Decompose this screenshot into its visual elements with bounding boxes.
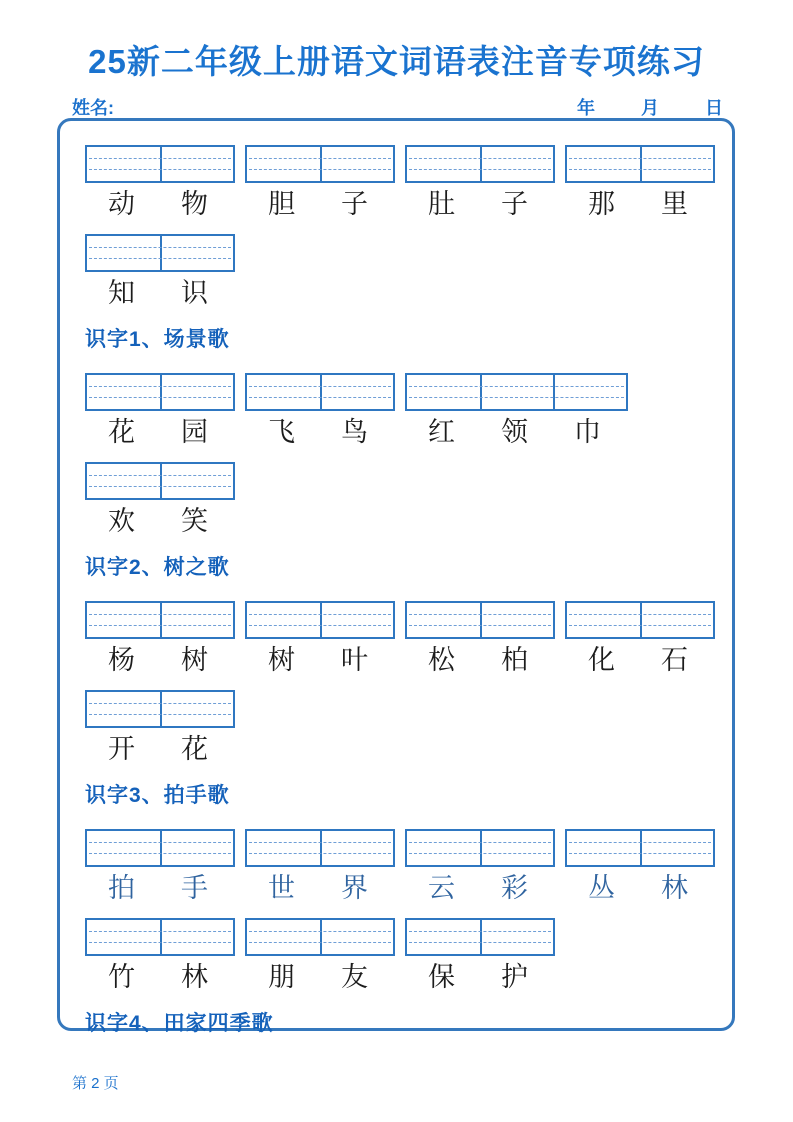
word-unit bbox=[85, 918, 235, 993]
pinyin-writing-box bbox=[85, 601, 235, 639]
page-title: 25新二年级上册语文词语表注音专项练习 bbox=[88, 43, 705, 80]
pinyin-cell bbox=[567, 147, 640, 181]
hanzi-char: 肚 bbox=[428, 189, 455, 220]
pinyin-writing-box bbox=[245, 373, 395, 411]
word-unit bbox=[565, 601, 715, 676]
pinyin-cell bbox=[160, 831, 233, 865]
word-characters bbox=[85, 962, 235, 993]
pinyin-cell bbox=[160, 920, 233, 954]
hanzi-char: 那 bbox=[588, 189, 615, 220]
pinyin-cell bbox=[87, 692, 160, 726]
pinyin-cell bbox=[407, 920, 480, 954]
pinyin-writing-box bbox=[405, 373, 628, 411]
pinyin-cell bbox=[247, 375, 320, 409]
pinyin-cell bbox=[407, 831, 480, 865]
pinyin-writing-box bbox=[245, 829, 395, 867]
hanzi-char: 竹 bbox=[108, 962, 135, 993]
hanzi-char: 红 bbox=[428, 417, 455, 448]
sheet-content bbox=[60, 121, 732, 1037]
pinyin-writing-box bbox=[405, 145, 555, 183]
word-row bbox=[85, 601, 732, 676]
hanzi-char: 林 bbox=[661, 873, 688, 904]
hanzi-char: 里 bbox=[661, 189, 688, 220]
pinyin-writing-box bbox=[405, 918, 555, 956]
pinyin-writing-box bbox=[405, 601, 555, 639]
pinyin-writing-box bbox=[85, 690, 235, 728]
pinyin-writing-box bbox=[85, 145, 235, 183]
hanzi-char: 子 bbox=[501, 189, 528, 220]
day-label: 日 bbox=[705, 98, 723, 118]
section-header: 识字4、田家四季歌 bbox=[85, 1012, 274, 1035]
hanzi-char: 林 bbox=[181, 962, 208, 993]
pinyin-writing-box bbox=[85, 918, 235, 956]
word-unit bbox=[405, 918, 555, 993]
section-header: 识字2、树之歌 bbox=[85, 556, 230, 579]
pinyin-cell bbox=[480, 831, 553, 865]
word-row bbox=[85, 234, 732, 309]
pinyin-writing-box bbox=[405, 829, 555, 867]
worksheet-border-box bbox=[57, 118, 735, 1035]
word-characters bbox=[245, 873, 395, 904]
pinyin-writing-box bbox=[565, 829, 715, 867]
pinyin-cell bbox=[407, 147, 480, 181]
word-unit bbox=[245, 601, 395, 676]
word-unit bbox=[405, 601, 555, 676]
hanzi-char: 松 bbox=[428, 645, 455, 676]
word-unit bbox=[85, 462, 235, 537]
hanzi-char: 保 bbox=[428, 962, 455, 993]
hanzi-char: 物 bbox=[181, 189, 208, 220]
date-labels bbox=[577, 94, 723, 120]
pinyin-cell bbox=[480, 920, 553, 954]
word-characters bbox=[565, 189, 715, 220]
pinyin-cell bbox=[160, 692, 233, 726]
hanzi-char: 开 bbox=[108, 734, 135, 765]
pinyin-cell bbox=[407, 603, 480, 637]
pinyin-cell bbox=[247, 147, 320, 181]
pinyin-cell bbox=[160, 464, 233, 498]
word-characters bbox=[85, 417, 235, 448]
word-characters bbox=[405, 962, 555, 993]
pinyin-cell bbox=[160, 603, 233, 637]
pinyin-cell bbox=[87, 831, 160, 865]
pinyin-cell bbox=[87, 920, 160, 954]
pinyin-cell bbox=[247, 831, 320, 865]
pinyin-cell bbox=[320, 603, 393, 637]
hanzi-char: 鸟 bbox=[341, 417, 368, 448]
word-unit bbox=[245, 918, 395, 993]
hanzi-char: 朋 bbox=[268, 962, 295, 993]
word-unit bbox=[85, 234, 235, 309]
word-characters bbox=[85, 734, 235, 765]
word-characters bbox=[85, 506, 235, 537]
pinyin-writing-box bbox=[565, 601, 715, 639]
hanzi-char: 知 bbox=[108, 278, 135, 309]
hanzi-char: 飞 bbox=[268, 417, 295, 448]
year-label: 年 bbox=[577, 98, 595, 118]
word-unit bbox=[405, 145, 555, 220]
pinyin-cell bbox=[87, 236, 160, 270]
hanzi-char: 园 bbox=[181, 417, 208, 448]
page-number: 第 2 页 bbox=[72, 1075, 119, 1092]
word-unit bbox=[565, 145, 715, 220]
word-unit bbox=[245, 145, 395, 220]
hanzi-char: 拍 bbox=[108, 873, 135, 904]
hanzi-char: 欢 bbox=[108, 506, 135, 537]
word-characters bbox=[405, 873, 555, 904]
word-characters bbox=[85, 873, 235, 904]
pinyin-writing-box bbox=[245, 601, 395, 639]
pinyin-cell bbox=[567, 831, 640, 865]
word-characters bbox=[405, 189, 555, 220]
hanzi-char: 子 bbox=[341, 189, 368, 220]
section-header: 识字1、场景歌 bbox=[85, 328, 230, 351]
hanzi-char: 树 bbox=[181, 645, 208, 676]
hanzi-char: 友 bbox=[341, 962, 368, 993]
hanzi-char: 识 bbox=[181, 278, 208, 309]
hanzi-char: 杨 bbox=[108, 645, 135, 676]
word-row bbox=[85, 829, 732, 904]
hanzi-char: 世 bbox=[268, 873, 295, 904]
hanzi-char: 化 bbox=[588, 645, 615, 676]
pinyin-writing-box bbox=[245, 918, 395, 956]
pinyin-cell bbox=[160, 236, 233, 270]
word-unit bbox=[245, 373, 395, 448]
meta-row bbox=[72, 94, 723, 120]
pinyin-cell bbox=[480, 375, 553, 409]
word-characters bbox=[245, 962, 395, 993]
word-unit bbox=[85, 145, 235, 220]
word-row bbox=[85, 918, 732, 993]
pinyin-cell bbox=[407, 375, 480, 409]
word-characters bbox=[85, 189, 235, 220]
pinyin-cell bbox=[320, 831, 393, 865]
word-unit bbox=[405, 829, 555, 904]
pinyin-cell bbox=[320, 375, 393, 409]
hanzi-char: 石 bbox=[661, 645, 688, 676]
word-row bbox=[85, 462, 732, 537]
pinyin-cell bbox=[480, 603, 553, 637]
word-characters bbox=[405, 645, 555, 676]
hanzi-char: 巾 bbox=[574, 417, 601, 448]
hanzi-char: 笑 bbox=[181, 506, 208, 537]
word-unit bbox=[405, 373, 628, 448]
pinyin-cell bbox=[87, 464, 160, 498]
hanzi-char: 胆 bbox=[268, 189, 295, 220]
word-unit bbox=[85, 601, 235, 676]
word-characters bbox=[565, 645, 715, 676]
pinyin-writing-box bbox=[85, 829, 235, 867]
word-unit bbox=[85, 690, 235, 765]
hanzi-char: 树 bbox=[268, 645, 295, 676]
pinyin-cell bbox=[247, 920, 320, 954]
pinyin-writing-box bbox=[85, 234, 235, 272]
word-unit bbox=[245, 829, 395, 904]
word-unit bbox=[85, 829, 235, 904]
hanzi-char: 柏 bbox=[501, 645, 528, 676]
pinyin-cell bbox=[640, 147, 713, 181]
hanzi-char: 花 bbox=[108, 417, 135, 448]
pinyin-cell bbox=[480, 147, 553, 181]
pinyin-cell bbox=[160, 375, 233, 409]
name-label: 姓名: bbox=[72, 98, 114, 118]
pinyin-cell bbox=[247, 603, 320, 637]
pinyin-cell bbox=[87, 603, 160, 637]
word-characters bbox=[245, 189, 395, 220]
hanzi-char: 云 bbox=[428, 873, 455, 904]
hanzi-char: 手 bbox=[181, 873, 208, 904]
month-label: 月 bbox=[641, 98, 659, 118]
pinyin-cell bbox=[553, 375, 626, 409]
pinyin-writing-box bbox=[245, 145, 395, 183]
pinyin-cell bbox=[640, 603, 713, 637]
word-row bbox=[85, 373, 732, 448]
hanzi-char: 丛 bbox=[588, 873, 615, 904]
hanzi-char: 领 bbox=[501, 417, 528, 448]
pinyin-writing-box bbox=[85, 373, 235, 411]
hanzi-char: 界 bbox=[341, 873, 368, 904]
pinyin-cell bbox=[567, 603, 640, 637]
pinyin-writing-box bbox=[85, 462, 235, 500]
word-characters bbox=[85, 645, 235, 676]
pinyin-cell bbox=[160, 147, 233, 181]
section-header: 识字3、拍手歌 bbox=[85, 784, 230, 807]
hanzi-char: 动 bbox=[108, 189, 135, 220]
pinyin-cell bbox=[87, 375, 160, 409]
hanzi-char: 彩 bbox=[501, 873, 528, 904]
hanzi-char: 花 bbox=[181, 734, 208, 765]
word-unit bbox=[565, 829, 715, 904]
pinyin-writing-box bbox=[565, 145, 715, 183]
pinyin-cell bbox=[320, 920, 393, 954]
hanzi-char: 护 bbox=[501, 962, 528, 993]
hanzi-char: 叶 bbox=[341, 645, 368, 676]
word-characters bbox=[85, 278, 235, 309]
pinyin-cell bbox=[640, 831, 713, 865]
pinyin-cell bbox=[87, 147, 160, 181]
pinyin-cell bbox=[320, 147, 393, 181]
word-characters bbox=[245, 417, 395, 448]
word-characters bbox=[245, 645, 395, 676]
word-row bbox=[85, 145, 732, 220]
word-row bbox=[85, 690, 732, 765]
word-unit bbox=[85, 373, 235, 448]
word-characters bbox=[405, 417, 628, 448]
word-characters bbox=[565, 873, 715, 904]
